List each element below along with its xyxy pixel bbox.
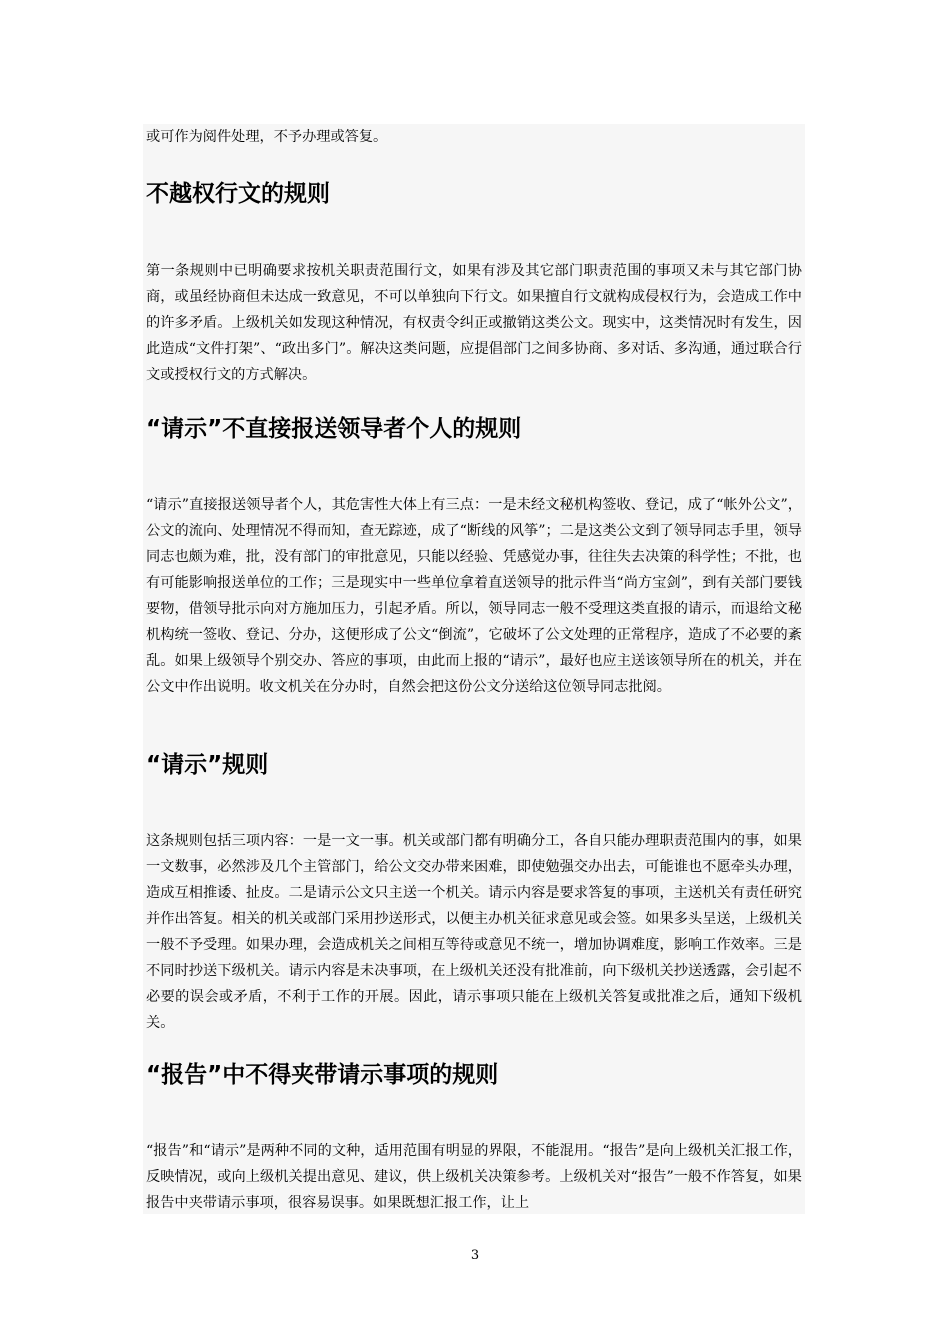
section-heading-report-no-request: “报告”中不得夹带请示事项的规则 <box>146 1062 499 1088</box>
section-heading-no-overstep: 不越权行文的规则 <box>146 181 330 207</box>
section-body-request-rules: 这条规则包括三项内容：一是一文一事。机关或部门都有明确分工，各自只能办理职责范围内的事，如果一文数事，必然涉及几个主管部门，给公文交办带来困难，即使勉强交办出去，可能谁也不愿牵头办理，造成互相推诿、扯皮。二是请示公文只主送一个机关。请示内容是要求答复的事项，主送机关有责任研究并作出答复。相关的机关或部门采用抄送形式，以便主办机关征求意见或会签。如果多头呈送，上级机关一般不予受理。如果办理，会造成机关之间相互等待或意见不统一，增加协调难度，影响工作效率。三是不同时抄送下级机关。请示内容是未决事项，在上级机关还没有批准前，向下级机关抄送透露，会引起不必要的误会或矛盾，不利于工作的开展。因此，请示事项只能在上级机关答复或批准之后，通知下级机关。 <box>146 833 802 1031</box>
section-body-no-overstep: 第一条规则中已明确要求按机关职责范围行文，如果有涉及其它部门职责范围的事项又未与其它部门协商，或虽经协商但未达成一致意见，不可以单独向下行文。如果擅自行文就构成侵权行为，会造成工作中的许多矛盾。上级机关如发现这种情况，有权责令纠正或撤销这类公文。现实中，这类情况时有发生，因此造成“文件打架”、“政出多门”。解决这类问题，应提倡部门之间多协商、多对话、多沟通，通过联合行文或授权行文的方式解决。 <box>146 263 802 383</box>
intro-paragraph-tail: 或可作为阅件处理，不予办理或答复。 <box>146 129 388 145</box>
page-number: 3 <box>470 1248 480 1263</box>
section-body-no-direct-report: “请示”直接报送领导者个人，其危害性大体上有三点：一是未经文秘机构签收、登记，成了“帐外公文”，公文的流向、处理情况不得而知，查无踪迹，成了“断线的风筝”；二是这类公文到了领导同志手里，领导同志也颇为难，批，没有部门的审批意见，只能以经验、凭感觉办事，往往失去决策的科学性；不批，也有可能影响报送单位的工作；三是现实中一些单位拿着直送领导的批示件当“尚方宝剑”，到有关部门要钱要物，借领导批示向对方施加压力，引起矛盾。所以，领导同志一般不受理这类直报的请示，而退给文秘机构统一签收、登记、分办，这便形成了公文“倒流”，它破坏了公文处理的正常程序，造成了不必要的紊乱。如果上级领导个别交办、答应的事项，由此而上报的“请示”，最好也应主送该领导所在的机关，并在公文中作出说明。收文机关在分办时，自然会把这份公文分送给这位领导同志批阅。 <box>146 497 802 695</box>
section-heading-request-rules: “请示”规则 <box>146 752 269 778</box>
section-body-report-no-request: “报告”和“请示”是两种不同的文种，适用范围有明显的界限，不能混用。“报告”是向上级机关汇报工作，反映情况，或向上级机关提出意见、建议，供上级机关决策参考。上级机关对“报告”一般不作答复，如果报告中夹带请示事项，很容易误事。如果既想汇报工作，让上 <box>146 1143 802 1211</box>
document-body <box>143 124 805 1214</box>
section-heading-no-direct-report: “请示”不直接报送领导者个人的规则 <box>146 416 522 442</box>
